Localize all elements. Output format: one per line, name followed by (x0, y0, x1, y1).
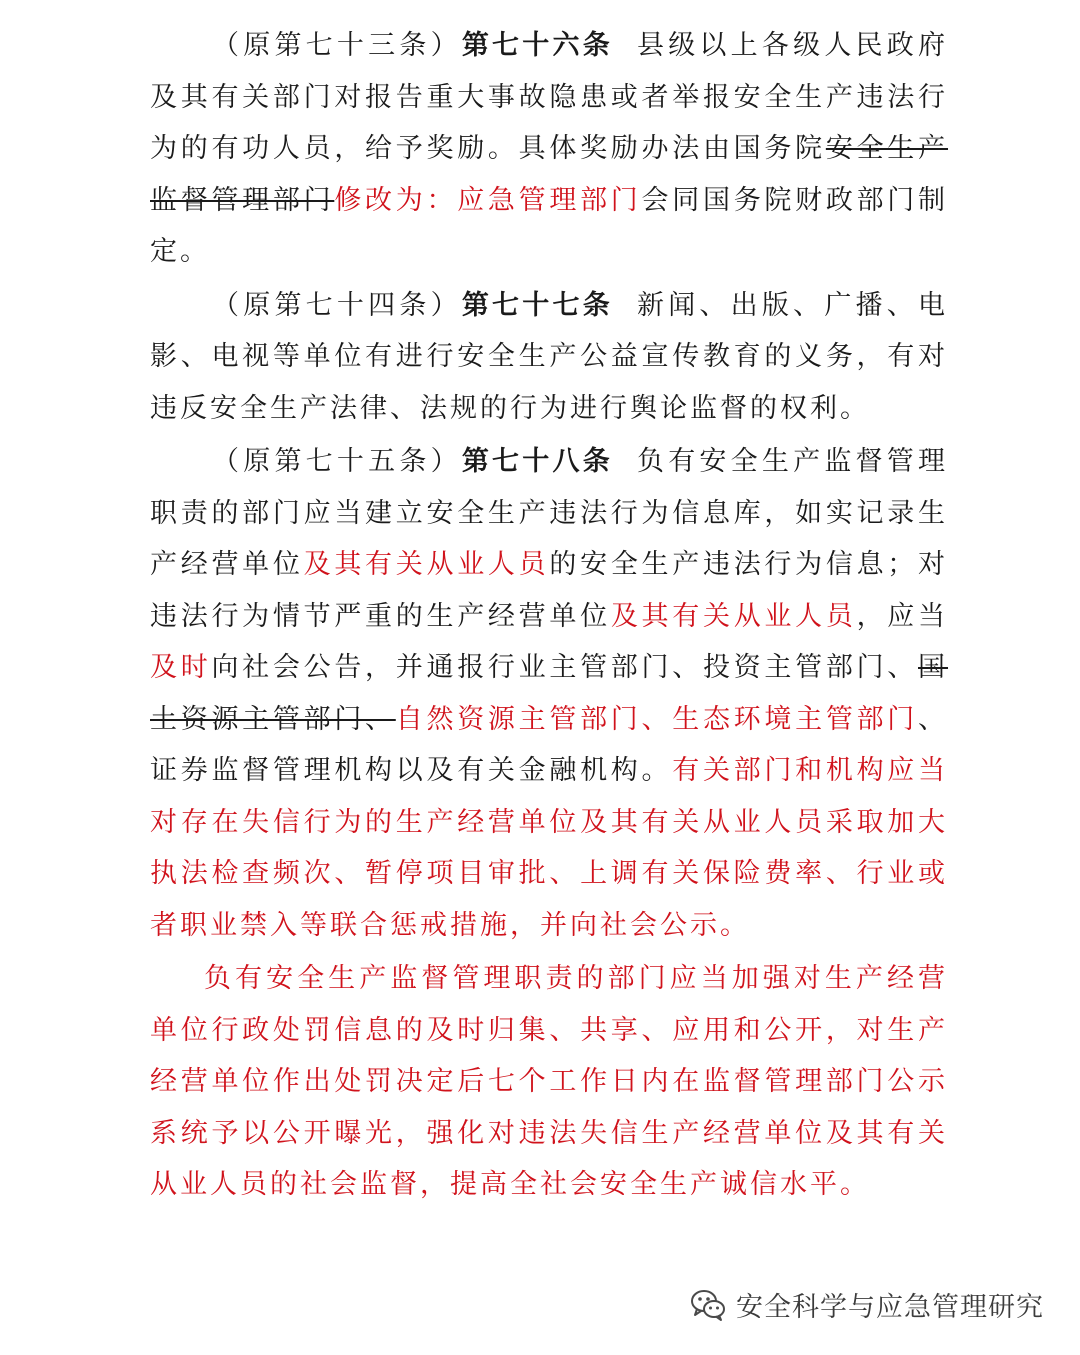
added-text: 及其有关从业人员 (610, 600, 857, 632)
original-article-number: （原第七十四条） (212, 289, 462, 321)
added-text: 及时 (150, 652, 212, 683)
watermark-text: 安全科学与应急管理研究 (736, 1291, 1044, 1323)
article-76 (150, 20, 948, 278)
added-text: 及其有关从业人员 (303, 549, 550, 580)
article-title: 第七十七条 (461, 289, 613, 321)
deleted-text: 国土资源主管部门、 (150, 652, 949, 735)
article-text: 会同国务院财政部门制定。 (150, 184, 949, 267)
article-title: 第七十六条 (461, 30, 613, 61)
added-paragraph: 负有安全生产监督管理职责的部门应当加强对生产经营单位行政处罚信息的及时归集、共享、应用和公开，对生产经营单位作出处罚决定后七个工作日内在监督管理部门公示系统予以公开曝光，强化对违法失信生产经营单位及其有关从业人员的社会监督，提高全社会安全生产诚信水平。 (150, 963, 948, 1200)
article-text: ，应当 (856, 600, 949, 632)
article-text: 县级以上各级人民政府及其有关部门对报告重大事故隐患或者举报安全生产违法行为的有功人员，给予奖励。具体奖励办法由国务院 (150, 30, 949, 164)
article-text: 负有安全生产监督管理职责的部门应当建立安全生产违法行为信息库，如实记录生产经营单位 (150, 446, 949, 580)
article-text: 、证券监督管理机构以及有关金融机构。 (150, 703, 949, 786)
document-page (150, 20, 948, 1213)
article-text: 新闻、出版、广播、电影、电视等单位有进行安全生产公益宣传教育的义务，有对违反安全生产法律、法规的行为进行舆论监督的权利。 (150, 289, 949, 424)
article-text: 的安全生产违法行为信息；对违法行为情节严重的生产经营单位 (150, 549, 949, 632)
original-article-number: （原第七十五条） (212, 446, 462, 477)
added-text: 有关部门和机构应当对存在失信行为的生产经营单位及其有关从业人员采取加大执法检查频次、暂停项目审批、上调有关保险费率、行业或者职业禁入等联合惩戒措施，并向社会公示。 (150, 755, 949, 941)
added-text: 自然资源主管部门、生态环境主管部门 (395, 703, 919, 735)
article-title: 第七十八条 (461, 446, 613, 477)
watermark (688, 1284, 1044, 1324)
article-77 (150, 280, 948, 435)
deleted-text: 安全生产监督管理部门 (150, 133, 949, 216)
article-78 (150, 436, 948, 951)
article-text: 向社会公告，并通报行业主管部门、投资主管部门、 (211, 652, 919, 683)
wechat-icon (688, 1284, 728, 1324)
original-article-number: （原第七十三条） (212, 30, 462, 61)
amended-text: 修改为：应急管理部门 (334, 184, 642, 216)
